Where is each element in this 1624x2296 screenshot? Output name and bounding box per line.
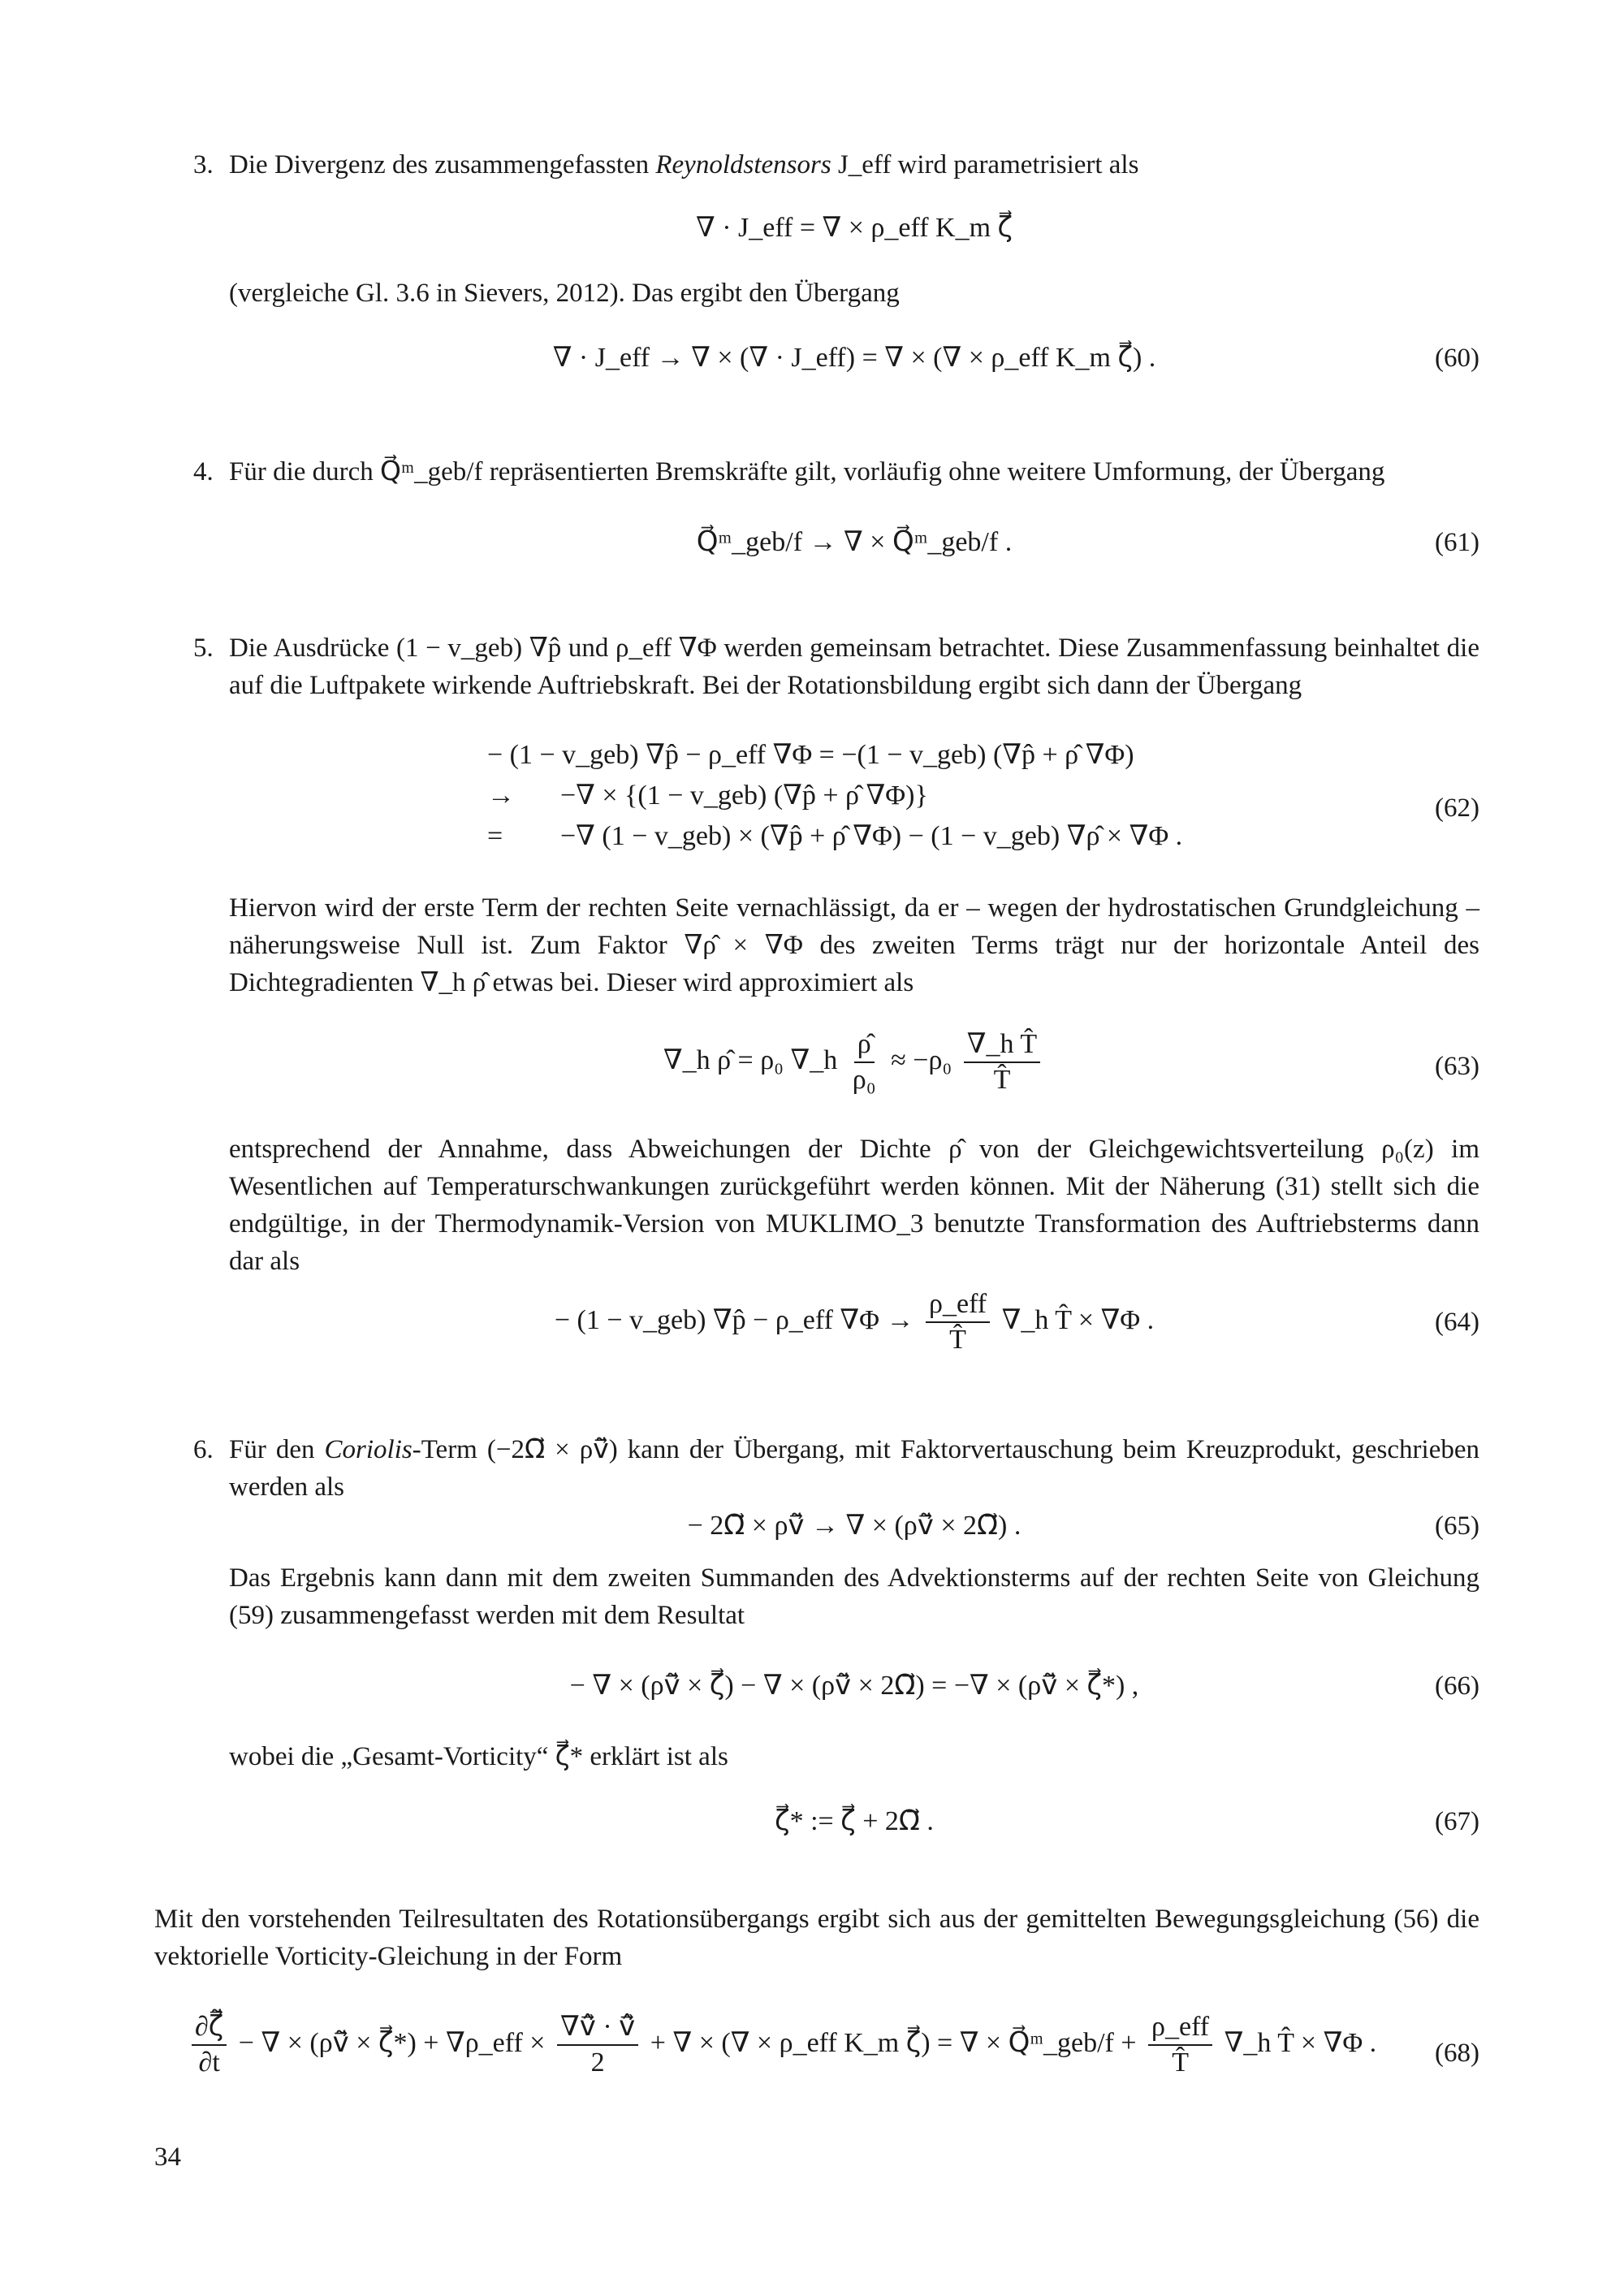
equation-62-line-1: − (1 − v_geb) ∇p̂ − ρ_eff ∇Φ = −(1 − v_geb) (∇p̂ + ρ̂ ∇Φ) [487, 740, 1134, 770]
equation-62-line-2: → −∇ × {(1 − v_geb) (∇p̂ + ρ̂ ∇Φ)} [487, 780, 928, 811]
equation-67-number: (67) [1435, 1807, 1479, 1836]
equation-65-number: (65) [1435, 1511, 1479, 1541]
equation-63: ∇_h ρ̂ = ρ₀ ∇_h $\frac{\rhô}{\text{ρ₀}}$ ≈ −ρ₀ $\frac{\text{∇\_h T̂}}{T̂}$ [229, 1027, 1479, 1097]
equation-66: − ∇ × (ρv⃗̃ × ζ⃗) − ∇ × (ρv⃗̃ × 2Ω⃗) = −∇ × (ρv⃗̃ × ζ⃗*) , [569, 1671, 1139, 1701]
equation-67: ζ⃗* := ζ⃗ + 2Ω⃗ . [775, 1806, 934, 1836]
equation-62-number: (62) [1435, 793, 1479, 823]
equation-68: $\frac{\partial\zeta⃗̃}{\partial t}$ − ∇ × (ρv⃗̃ × ζ⃗*) + ∇ρ_eff × $\frac{\nabla v⃗̂ \cdot v⃗̂}{2}$ + ∇ × (∇ × ρ_eff K_m ζ⃗) = ∇ × Q⃗ᵐ_geb/f + $\frac{\text{ρ\_eff}}{T̂}$ ∇_h T̂ × ∇Φ . [187, 2010, 1389, 2080]
item-5-number: 5. [193, 633, 214, 663]
equation-63-number: (63) [1435, 1052, 1479, 1081]
item-3-text: Die Divergenz des zusammengefassten Reynoldstensors J_eff wird parametrisiert als [229, 150, 1139, 179]
item-5-text: Die Ausdrücke (1 − v_geb) ∇p̂ und ρ_eff ∇Φ werden gemeinsam betrachtet. Diese Zusammenfassung beinhaltet die auf die Luftpakete wirkende Auftriebskraft. Bei der Rotationsbildung ergibt sich dann der Übergang [229, 633, 1479, 700]
item-6-text: Für den Coriolis-Term (−2Ω⃗ × ρv⃗̃) kann der Übergang, mit Faktorvertauschung beim Kreuzprodukt, geschrieben werden als [229, 1435, 1480, 1502]
item-6-number: 6. [193, 1435, 214, 1464]
item-5-text-3: entsprechend der Annahme, dass Abweichungen der Dichte ρ̂ von der Gleichgewichtsverteilung ρ₀(z) im Wesentlichen auf Temperaturschwankungen zurückgeführt werden können. Mit der Näherung (31) stellt sich die endgültige, in der Thermodynamik-Version von MUKLIMO_3 benutzte Transformation des Auftriebsterms dann dar als [229, 1135, 1479, 1276]
equation-65: − 2Ω⃗ × ρv⃗̃ → ∇ × (ρv⃗̃ × 2Ω⃗) . [687, 1511, 1021, 1541]
item-3-number: 3. [193, 150, 214, 179]
equation-61-number: (61) [1435, 528, 1479, 557]
item-5-text-2: Hiervon wird der erste Term der rechten Seite vernachlässigt, da er – wegen der hydrostatischen Grundgleichung – näherungsweise Null ist. Zum Faktor ∇ρ̂ × ∇Φ des zweiten Terms trägt nur der horizontale Anteil des Dichtegradienten ∇_h ρ̂ etwas bei. Dieser wird approximiert als [229, 893, 1479, 997]
item-4-text: Für die durch Q⃗ᵐ_geb/f repräsentierten Bremskräfte gilt, vorläufig ohne weitere Umformung, der Übergang [229, 457, 1385, 486]
page-number: 34 [154, 2143, 181, 2172]
equation-66-number: (66) [1435, 1671, 1479, 1701]
equation-61: Q⃗ᵐ_geb/f → ∇ × Q⃗ᵐ_geb/f . [696, 527, 1013, 557]
equation-60-number: (60) [1435, 344, 1479, 373]
item-4-number: 4. [193, 457, 214, 486]
item-6-text-2: Das Ergebnis kann dann mit dem zweiten Summanden des Advektionsterms auf der rechten Seite von Gleichung (59) zusammengefasst werden mit dem Resultat [229, 1563, 1479, 1630]
equation-68-number: (68) [1435, 2039, 1479, 2068]
closing-text: Mit den vorstehenden Teilresultaten des Rotationsübergangs ergibt sich aus der gemittelten Bewegungsgleichung (56) die vektorielle Vorticity-Gleichung in der Form [154, 1905, 1479, 1971]
equation-divergence-j-eff: ∇ · J_eff = ∇ × ρ_eff K_m ζ⃗ [695, 213, 1013, 243]
equation-60: ∇ · J_eff → ∇ × (∇ · J_eff) = ∇ × (∇ × ρ_eff K_m ζ⃗) . [552, 343, 1156, 373]
item-6-text-3: wobei die „Gesamt-Vorticity“ ζ⃗* erklärt ist als [229, 1742, 728, 1771]
equation-64-number: (64) [1435, 1308, 1479, 1337]
equation-64: − (1 − v_geb) ∇p̂ − ρ_eff ∇Φ → $\frac{\text{ρ\_eff}}{T̂}$ ∇_h T̂ × ∇Φ . [554, 1289, 1155, 1355]
equation-62 [487, 735, 1182, 857]
item-3-text-2: (vergleiche Gl. 3.6 in Sievers, 2012). Das ergibt den Übergang [229, 279, 900, 308]
equation-62-line-3: = −∇ (1 − v_geb) × (∇p̂ + ρ̂ ∇Φ) − (1 − v_geb) ∇ρ̂ × ∇Φ . [487, 821, 1183, 851]
